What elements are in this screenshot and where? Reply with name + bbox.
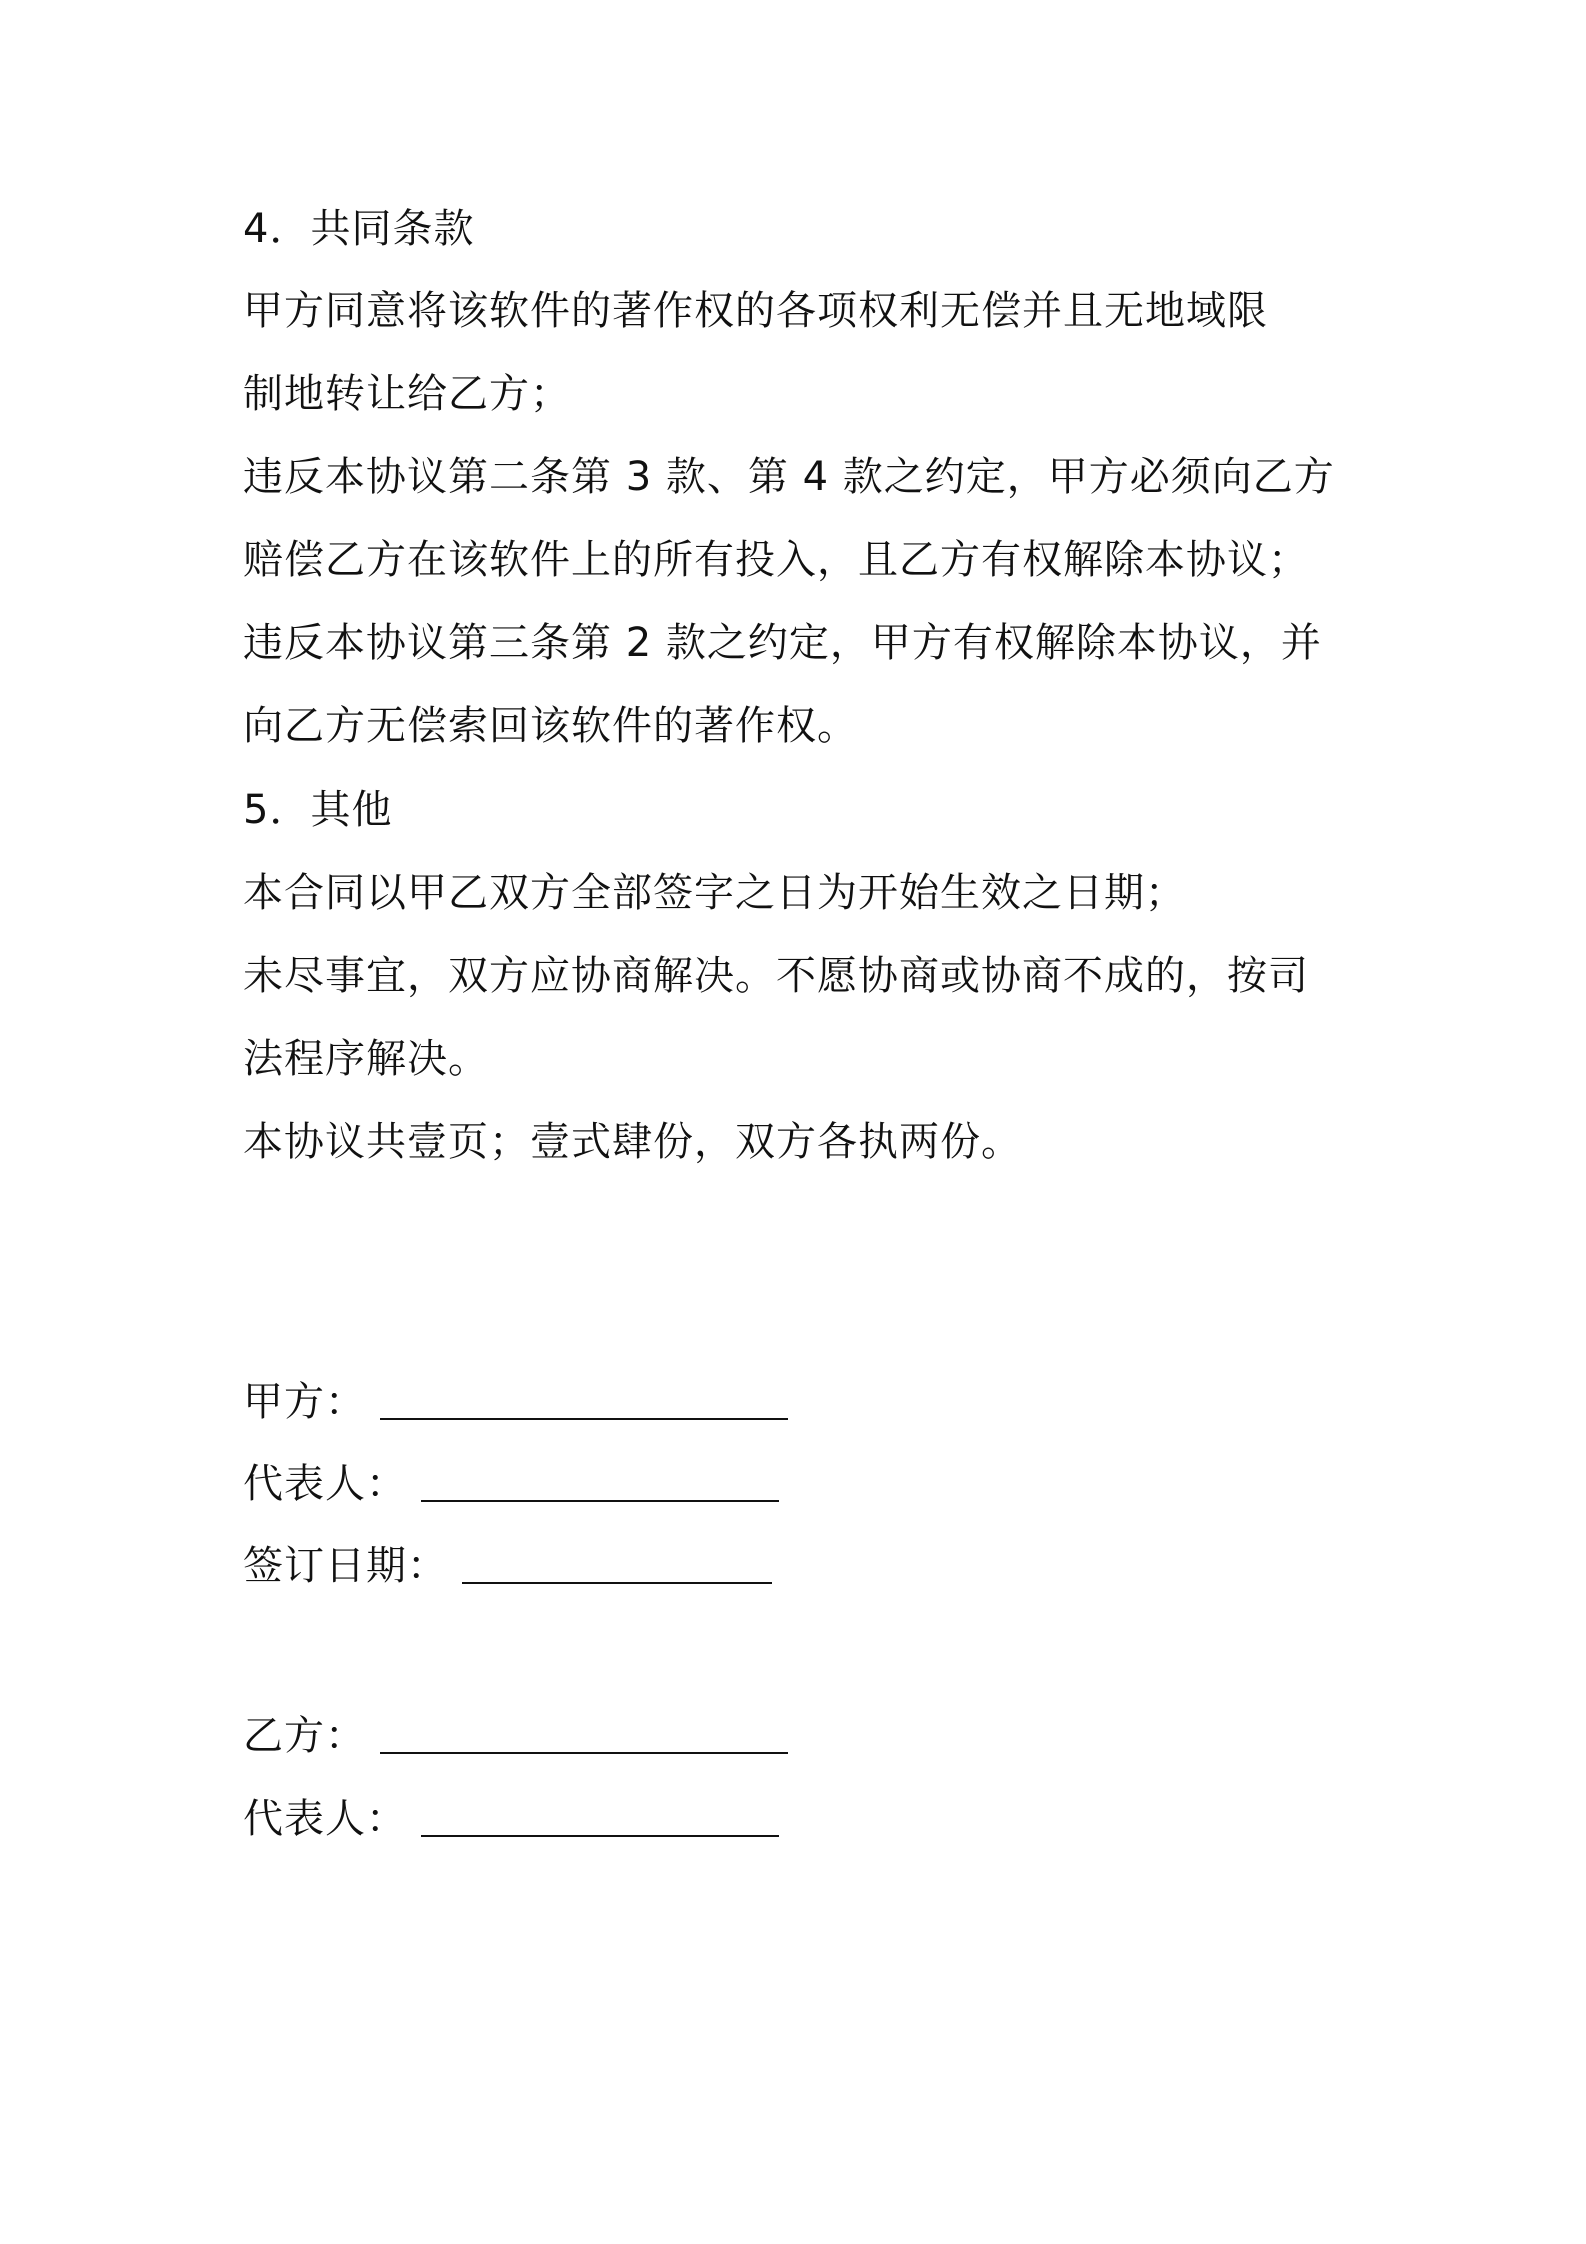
party-a-date-field[interactable] bbox=[462, 1550, 772, 1584]
clause5-line-1: 本合同以甲乙双方全部签字之日为开始生效之日期； bbox=[243, 870, 1186, 916]
clause4-line-4: 赔偿乙方在该软件上的所有投入，且乙方有权解除本协议； bbox=[243, 537, 1309, 583]
party-b-rep-label: 代表人： bbox=[243, 1796, 407, 1842]
party-a-rep-label: 代表人： bbox=[243, 1461, 407, 1507]
party-a-name-field[interactable] bbox=[380, 1386, 788, 1420]
party-a-rep-row bbox=[243, 1460, 779, 1508]
party-b-rep-field[interactable] bbox=[421, 1803, 779, 1837]
clause4-line-1: 甲方同意将该软件的著作权的各项权利无偿并且无地域限 bbox=[243, 288, 1268, 334]
clause4-heading: 4．共同条款 bbox=[243, 206, 475, 252]
clause4-line-3: 违反本协议第二条第 3 款、第 4 款之约定，甲方必须向乙方 bbox=[243, 454, 1335, 500]
clause5-line-4: 本协议共壹页；壹式肆份，双方各执两份。 bbox=[243, 1119, 1022, 1165]
clause5-heading: 5．其他 bbox=[243, 787, 393, 833]
party-a-rep-field[interactable] bbox=[421, 1468, 779, 1502]
clause5-line-2: 未尽事宜，双方应协商解决。不愿协商或协商不成的，按司 bbox=[243, 953, 1309, 999]
party-a-name-label: 甲方： bbox=[243, 1379, 366, 1425]
clause4-line-5: 违反本协议第三条第 2 款之约定，甲方有权解除本协议，并 bbox=[243, 620, 1322, 666]
party-b-name-row bbox=[243, 1712, 788, 1760]
clause4-line-6: 向乙方无偿索回该软件的著作权。 bbox=[243, 703, 858, 749]
party-b-name-field[interactable] bbox=[380, 1720, 788, 1754]
clause4-line-2: 制地转让给乙方； bbox=[243, 371, 571, 417]
party-a-date-label: 签订日期： bbox=[243, 1543, 448, 1589]
party-a-name-row bbox=[243, 1378, 788, 1426]
party-b-rep-row bbox=[243, 1795, 779, 1843]
party-a-date-row bbox=[243, 1542, 772, 1590]
clause5-line-3: 法程序解决。 bbox=[243, 1036, 489, 1082]
party-b-name-label: 乙方： bbox=[243, 1713, 366, 1759]
